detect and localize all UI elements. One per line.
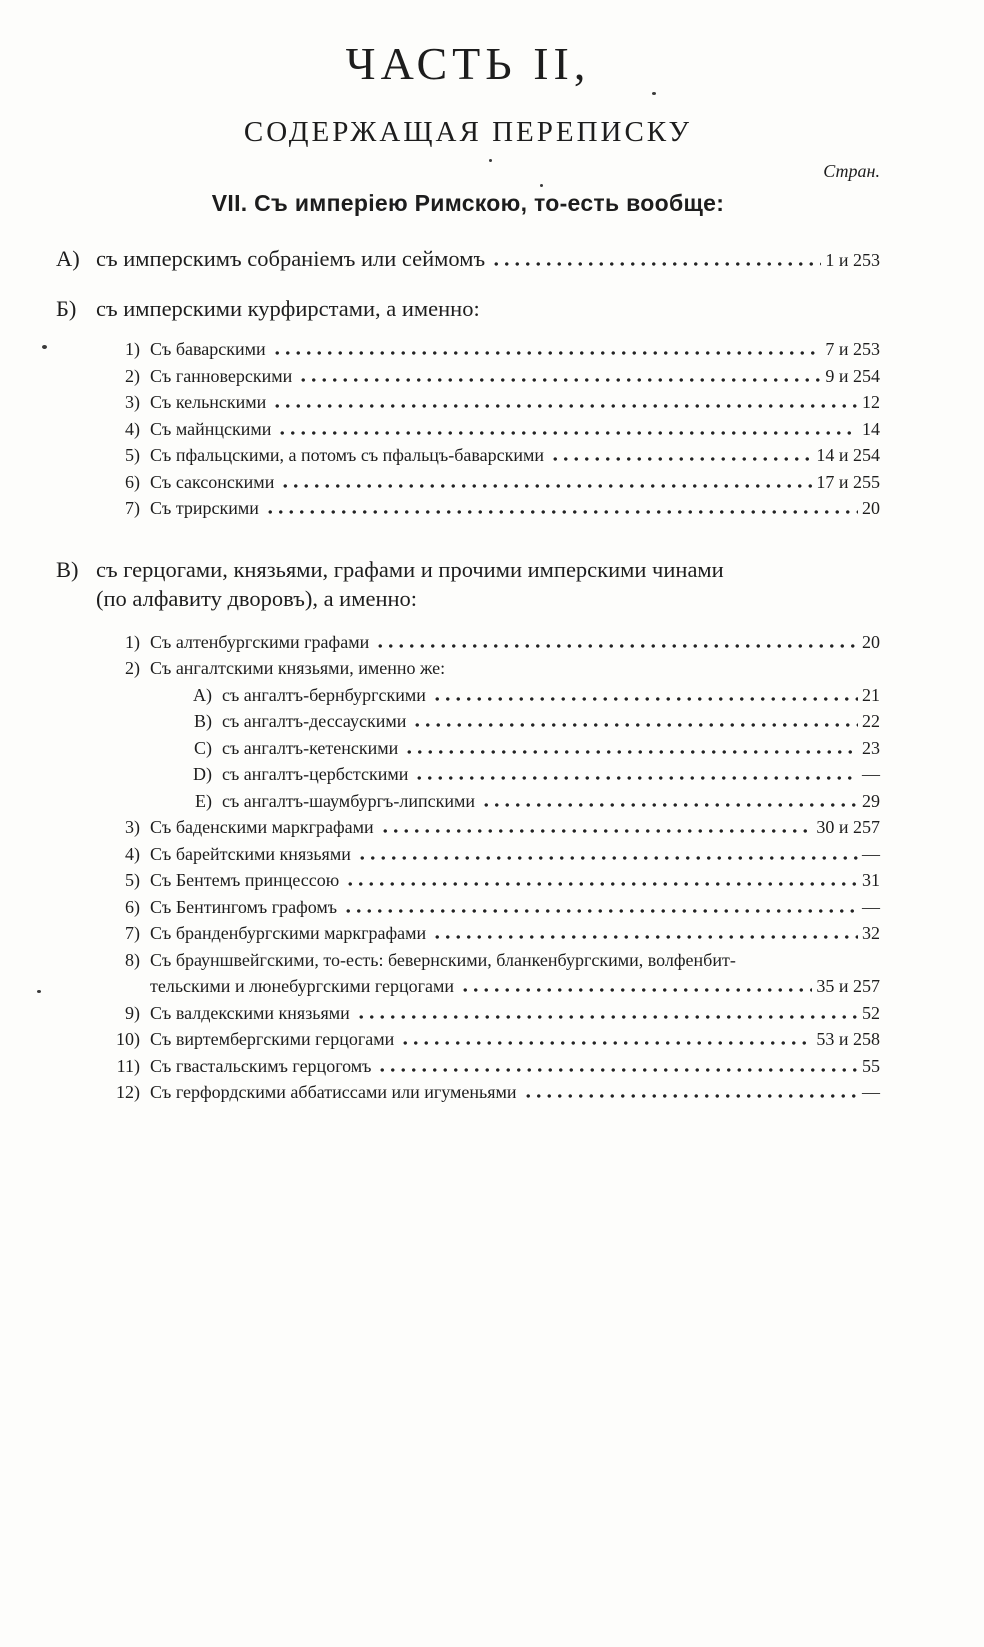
toc-entry <box>104 1079 880 1106</box>
toc-entry <box>104 655 880 682</box>
toc-list-v <box>56 629 880 1106</box>
entry-text: съ ангалтъ-шаумбургъ-липскими <box>222 790 475 811</box>
entry-text: Съ пфальцскими, а потомъ съ пфальцъ-баварскими <box>150 445 544 465</box>
toc-entry <box>104 867 880 894</box>
entry-text: тельскими и люнебургскими герцогами <box>150 976 455 996</box>
entry-pages: 30 и 257 <box>816 817 880 837</box>
toc-entry <box>104 1026 880 1053</box>
toc-subentry <box>176 682 880 709</box>
entry-text: Съ кельнскими <box>150 392 267 412</box>
dot-leader <box>357 856 858 860</box>
entry-number: 8) <box>125 949 140 970</box>
entry-pages: 1 и 253 <box>825 250 880 270</box>
dot-leader <box>414 776 858 780</box>
dot-leader <box>432 697 858 701</box>
entry-text: съ ангалтъ-дессаускими <box>222 711 407 731</box>
entry-label: Б) <box>56 296 77 321</box>
toc-entry <box>104 629 880 656</box>
dot-leader <box>265 510 858 514</box>
toc-entry-v <box>56 555 880 584</box>
entry-text: Съ виртембергскими герцогами <box>150 1029 395 1049</box>
toc-subentry <box>176 735 880 762</box>
toc-entry-a <box>56 244 880 275</box>
toc-entry <box>104 841 880 868</box>
dot-leader <box>523 1094 858 1098</box>
entry-pages: 12 <box>862 392 880 412</box>
entry-pages: 31 <box>862 870 880 890</box>
entry-text: Съ баварскими <box>150 339 266 359</box>
entry-text: Съ майнцскими <box>150 418 272 439</box>
entry-text: съ имперскимъ собраніемъ или сеймомъ <box>96 246 486 271</box>
entry-pages: 52 <box>862 1002 880 1023</box>
entry-number: E) <box>195 790 212 811</box>
toc-entry <box>104 814 880 841</box>
dot-leader <box>356 1015 858 1019</box>
dot-leader <box>298 378 821 382</box>
entry-pages: — <box>862 896 880 917</box>
entry-number: 1) <box>125 339 140 359</box>
toc-entry <box>104 920 880 947</box>
entry-pages: 35 и 257 <box>816 976 880 996</box>
dot-leader <box>277 431 858 435</box>
toc-entry <box>104 336 880 363</box>
entry-number: 5) <box>125 870 140 890</box>
dot-leader <box>432 935 858 939</box>
entry-pages: 22 <box>862 711 880 731</box>
entry-text: съ имперскими курфирстами, а именно: <box>96 296 480 321</box>
dot-leader <box>375 644 858 648</box>
toc-subentry <box>176 788 880 815</box>
dot-leader <box>345 882 858 886</box>
entry-number: C) <box>194 737 212 758</box>
entry-number: 1) <box>125 631 140 652</box>
toc-entry <box>104 495 880 522</box>
entry-text: Съ герфордскими аббатиссами или игуменьями <box>150 1082 517 1102</box>
entry-number: 11) <box>116 1055 140 1076</box>
dot-leader <box>550 457 812 461</box>
entry-text: Съ бранденбургскими маркграфами <box>150 923 427 943</box>
entry-number: 7) <box>125 498 140 518</box>
entry-pages: 21 <box>862 684 880 705</box>
entry-number: 6) <box>125 471 140 492</box>
dot-leader <box>343 909 858 913</box>
entry-number: 2) <box>125 365 140 386</box>
part-subtitle: СОДЕРЖАЩАЯ ПЕРЕПИСКУ <box>243 116 693 148</box>
toc-subentry <box>176 761 880 788</box>
scan-speck <box>37 990 41 993</box>
dot-leader <box>272 404 858 408</box>
entry-text: Съ Бентемъ принцессою <box>150 870 340 890</box>
toc-list-b <box>56 336 880 522</box>
toc-entry <box>104 947 880 974</box>
entry-text: Съ Бентингомъ графомъ <box>150 896 338 917</box>
part-title: ЧАСТЬ II, <box>345 38 591 89</box>
entry-pages: 9 и 254 <box>825 365 880 386</box>
entry-text: Съ барейтскими князьями <box>150 843 351 864</box>
entry-pages: 32 <box>862 923 880 943</box>
entry-pages: 14 и 254 <box>816 445 880 465</box>
toc-entry-b <box>56 294 880 323</box>
entry-pages: 55 <box>862 1055 880 1076</box>
dot-leader <box>272 351 822 355</box>
entry-pages: 23 <box>862 737 880 758</box>
scan-speck <box>489 159 492 162</box>
entry-number: 4) <box>125 843 140 864</box>
toc-entry <box>104 1053 880 1080</box>
entry-text: Съ гвастальскимъ герцогомъ <box>150 1055 372 1076</box>
entry-pages: — <box>862 843 880 864</box>
entry-number: 10) <box>116 1029 140 1049</box>
entry-pages: — <box>862 1082 880 1102</box>
entry-number: 6) <box>125 896 140 917</box>
entry-pages: 53 и 258 <box>816 1029 880 1049</box>
entry-label: А) <box>56 246 80 271</box>
dot-leader <box>380 829 813 833</box>
dot-leader <box>377 1068 858 1072</box>
dot-leader <box>412 723 858 727</box>
entry-text: съ герцогами, князьями, графами и прочими имперскими чинами <box>96 556 724 582</box>
entry-text: Съ алтенбургскими графами <box>150 631 370 652</box>
section-vii-heading: VII. Съ имперіею Римскою, то-есть вообще: <box>211 190 725 216</box>
entry-pages: 29 <box>862 790 880 811</box>
toc-entry <box>104 416 880 443</box>
scan-speck <box>652 92 656 95</box>
entry-number: A) <box>193 684 212 705</box>
dot-leader <box>280 484 812 488</box>
entry-pages: 20 <box>862 631 880 652</box>
toc-entry <box>104 894 880 921</box>
entry-text: съ ангалтъ-бернбургскими <box>222 684 426 705</box>
entry-text: Съ валдекскими князьями <box>150 1002 350 1023</box>
toc-entry-v-continuation: (по алфавиту дворовъ), а именно: <box>96 585 418 611</box>
entry-text: Съ ганноверскими <box>150 365 293 386</box>
entry-number: 4) <box>125 418 140 439</box>
dot-leader <box>491 262 821 266</box>
dot-leader <box>481 803 858 807</box>
entry-number: 5) <box>125 445 140 465</box>
entry-number: 9) <box>125 1002 140 1023</box>
entry-number: 3) <box>125 817 140 837</box>
entry-text: Съ трирскими <box>150 498 259 518</box>
entry-text: Съ саксонскими <box>150 471 275 492</box>
entry-number: B) <box>194 711 212 731</box>
toc-entry-continuation <box>104 973 880 1000</box>
entry-number: 7) <box>125 923 140 943</box>
toc-subentry <box>176 708 880 735</box>
entry-text: съ ангалтъ-цербстскими <box>222 764 409 784</box>
toc-entry <box>104 469 880 496</box>
toc-entry <box>104 389 880 416</box>
entry-pages: — <box>862 764 880 784</box>
entry-text: съ ангалтъ-кетенскими <box>222 737 399 758</box>
entry-text: Съ баденскими маркграфами <box>150 817 374 837</box>
entry-label: В) <box>56 556 79 582</box>
entry-pages: 7 и 253 <box>825 339 880 359</box>
entry-pages: 20 <box>862 498 880 518</box>
toc-entry <box>104 1000 880 1027</box>
entry-text: Съ брауншвейгскими, то-есть: бевернскими, бланкенбургскими, волфенбит- <box>150 949 736 970</box>
entry-pages: 17 и 255 <box>816 471 880 492</box>
dot-leader <box>460 988 812 992</box>
toc-entry <box>104 442 880 469</box>
entry-pages: 14 <box>862 418 880 439</box>
dot-leader <box>400 1041 812 1045</box>
pages-column-header: Стран. <box>823 161 880 181</box>
entry-number: 12) <box>116 1082 140 1102</box>
dot-leader <box>404 750 858 754</box>
entry-number: D) <box>193 764 212 784</box>
scan-speck <box>42 345 47 349</box>
entry-text: Съ ангалтскими князьями, именно же: <box>150 658 446 678</box>
scan-speck <box>540 184 543 187</box>
toc-entry <box>104 363 880 390</box>
entry-number: 2) <box>125 658 140 678</box>
entry-number: 3) <box>125 392 140 412</box>
